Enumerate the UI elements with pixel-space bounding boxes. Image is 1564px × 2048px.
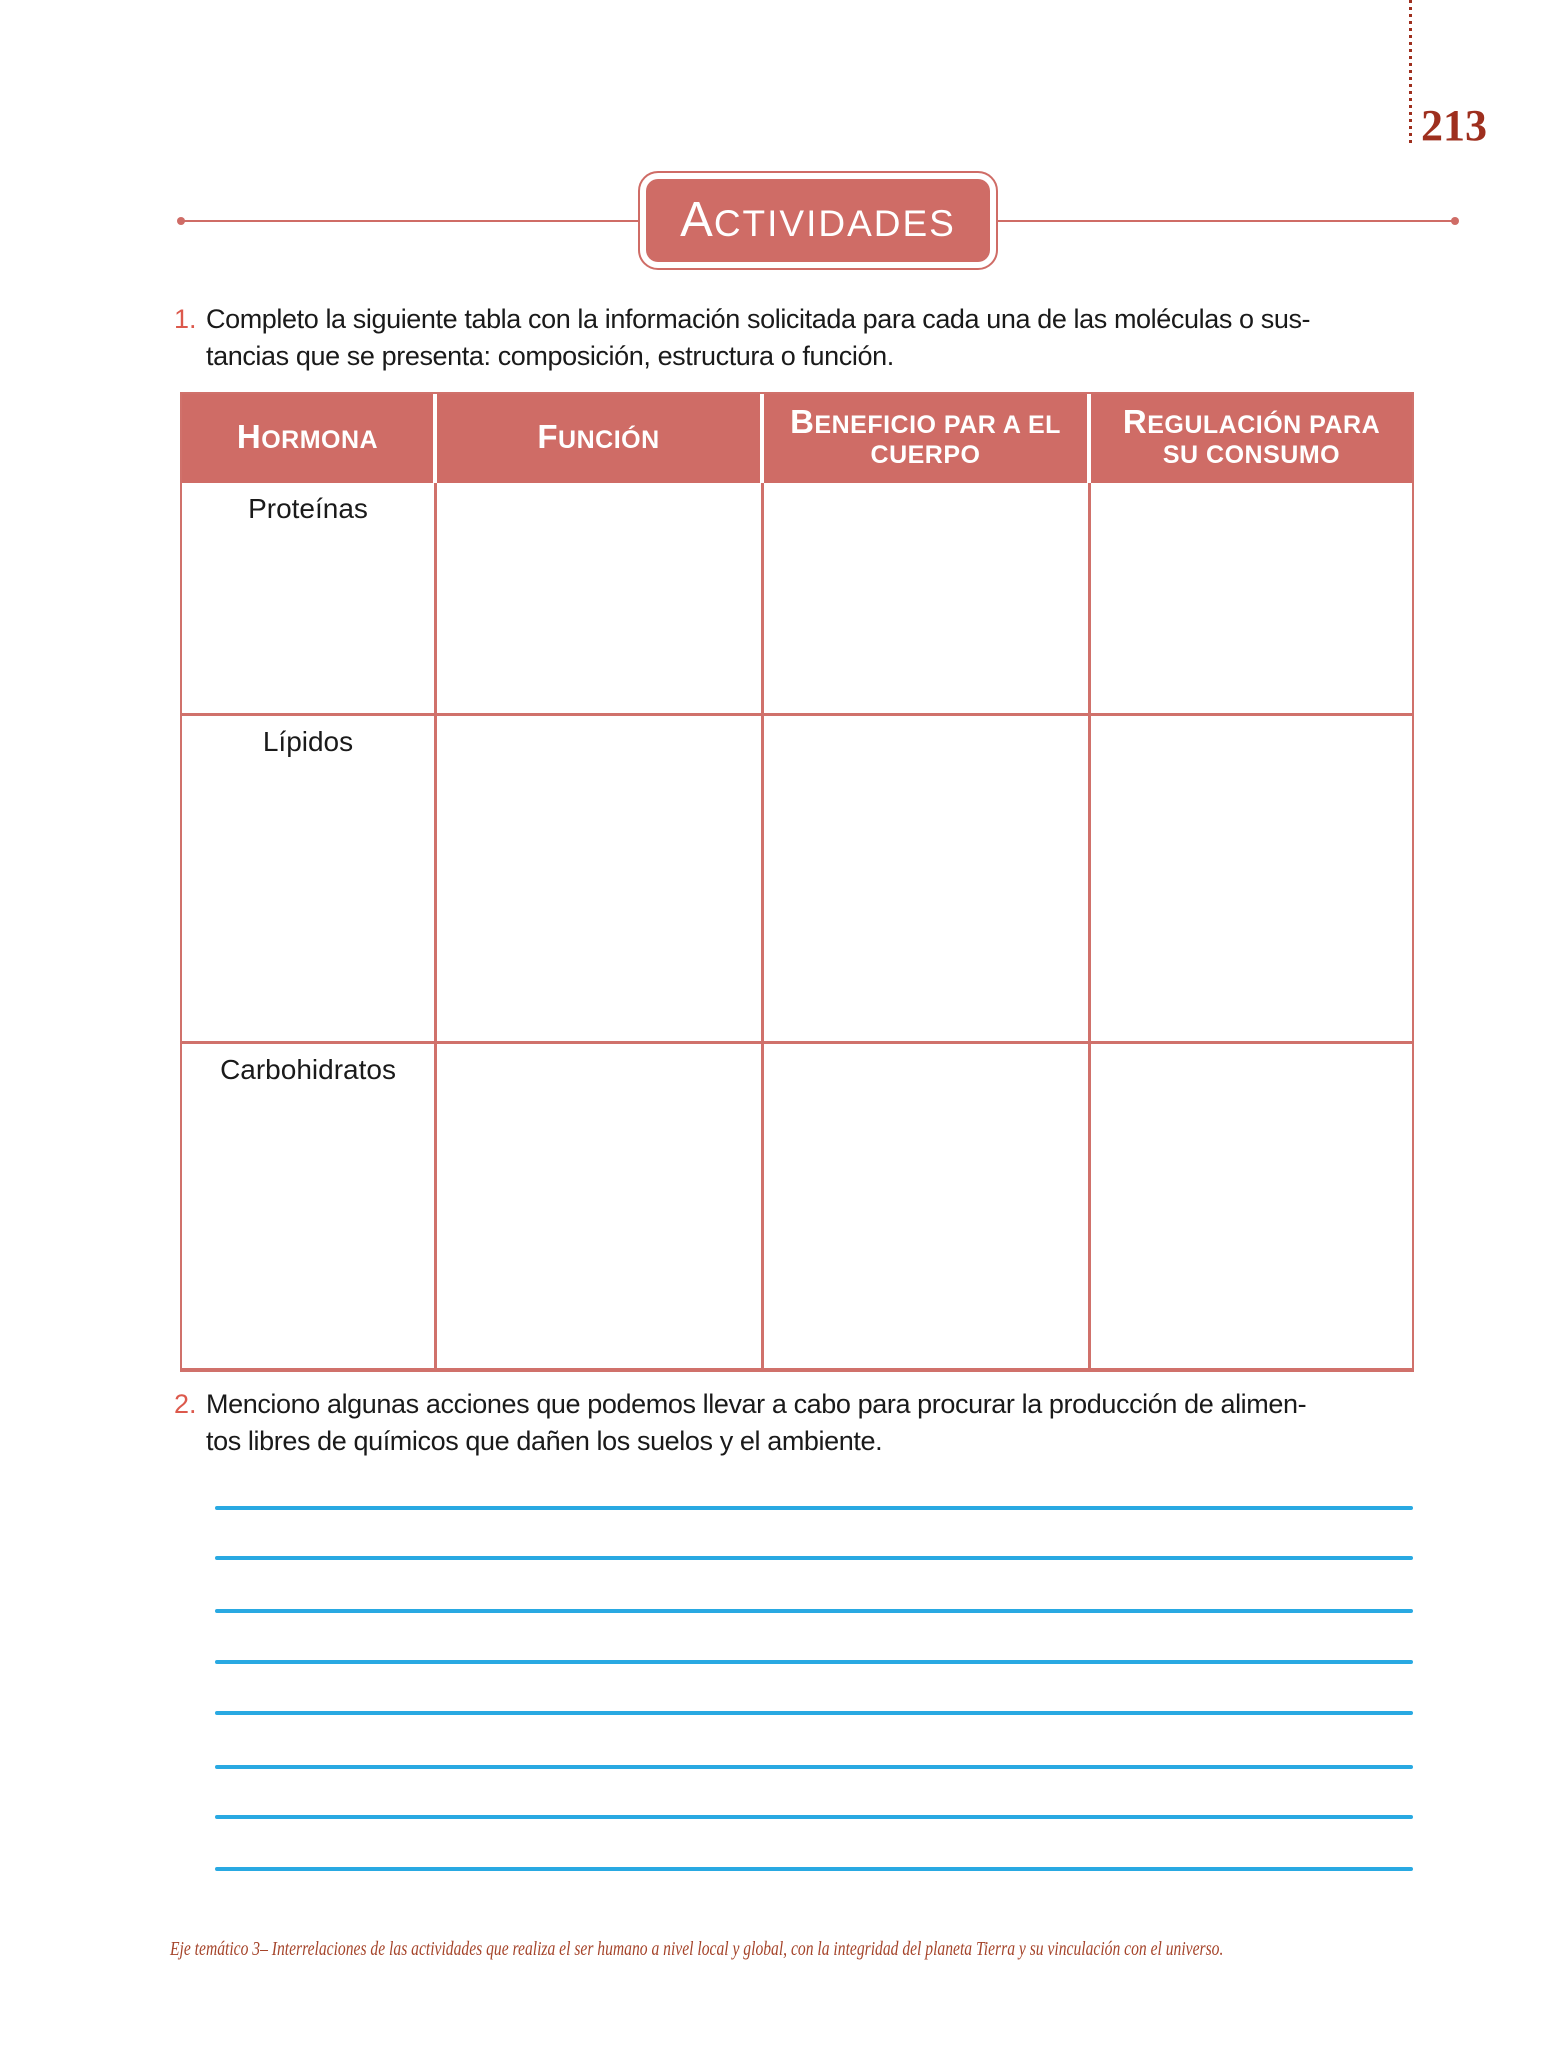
banner-title-rest: CTIVIDADES xyxy=(713,203,956,244)
header-hormona-initial: H xyxy=(236,418,262,455)
answer-line-8[interactable] xyxy=(215,1867,1413,1871)
row-label-lipidos: Lípidos xyxy=(262,726,354,757)
banner-title xyxy=(680,193,956,247)
activity-1-number: 1. xyxy=(174,304,197,334)
header-hormona-rest: ORMONA xyxy=(261,426,379,454)
table-header-beneficio xyxy=(764,394,1091,483)
answer-line-3[interactable] xyxy=(215,1609,1413,1613)
header-regulacion-line2: SU CONSUMO xyxy=(1162,441,1341,469)
activity-2 xyxy=(174,1386,1306,1460)
answer-line-6[interactable] xyxy=(215,1765,1413,1769)
molecules-table xyxy=(180,392,1414,1372)
answer-line-7[interactable] xyxy=(215,1815,1413,1819)
banner-title-initial: A xyxy=(680,193,714,247)
activities-banner xyxy=(638,171,998,270)
margin-dotted-line xyxy=(1409,0,1412,146)
cell-proteinas-funcion[interactable] xyxy=(437,483,764,713)
cell-lipidos-regulacion[interactable] xyxy=(1091,713,1412,1041)
row-label-cell-proteinas xyxy=(182,483,437,713)
page-number: 213 xyxy=(1421,101,1487,150)
cell-lipidos-beneficio[interactable] xyxy=(764,713,1091,1041)
activity-1-line-2: tancias que se presenta: composición, estructura o función. xyxy=(206,341,894,371)
header-beneficio-initial: B xyxy=(790,403,815,440)
table-header-funcion xyxy=(437,394,764,483)
activities-banner-inner xyxy=(646,179,990,262)
header-beneficio-line2: CUERPO xyxy=(870,441,981,469)
answer-line-1[interactable] xyxy=(215,1506,1413,1510)
cell-proteinas-beneficio[interactable] xyxy=(764,483,1091,713)
cell-carbohidratos-beneficio[interactable] xyxy=(764,1041,1091,1368)
answer-line-4[interactable] xyxy=(215,1660,1413,1664)
cell-lipidos-funcion[interactable] xyxy=(437,713,764,1041)
activity-2-text xyxy=(206,1386,1306,1460)
footer-text: Eje temático 3– Interrelaciones de las actividades que realiza el ser humano a nivel local y global, con la integridad del planeta Tierra y su vinculación con el universo. xyxy=(170,1938,1224,1960)
row-label-proteinas: Proteínas xyxy=(248,493,368,524)
header-regulacion-initial: R xyxy=(1122,403,1148,440)
divider-dot-right xyxy=(1451,217,1459,225)
activity-2-number: 2. xyxy=(174,1389,197,1419)
answer-line-2[interactable] xyxy=(215,1556,1413,1560)
header-funcion-initial: F xyxy=(537,418,559,455)
activity-2-line-1: Menciono algunas acciones que podemos llevar a cabo para procurar la producción de alimen- xyxy=(206,1389,1307,1419)
row-label-cell-lipidos xyxy=(182,713,437,1041)
row-label-carbohidratos: Carbohidratos xyxy=(220,1054,396,1085)
divider-dot-left xyxy=(177,217,185,225)
answer-line-5[interactable] xyxy=(215,1711,1413,1715)
header-funcion-rest: UNCIÓN xyxy=(558,426,660,454)
activity-1-text xyxy=(206,301,1310,375)
activity-1 xyxy=(174,301,1310,375)
cell-carbohidratos-regulacion[interactable] xyxy=(1091,1041,1412,1368)
table-header-hormona xyxy=(182,394,437,483)
cell-carbohidratos-funcion[interactable] xyxy=(437,1041,764,1368)
activity-1-line-1: Completo la siguiente tabla con la información solicitada para cada una de las moléculas o sus- xyxy=(206,304,1311,334)
header-beneficio-rest: ENEFICIO PAR A EL xyxy=(814,411,1061,439)
table-header-regulacion xyxy=(1091,394,1412,483)
header-regulacion-rest: EGULACIÓN PARA xyxy=(1147,411,1381,439)
activity-2-line-2: tos libres de químicos que dañen los suelos y el ambiente. xyxy=(206,1426,883,1456)
cell-proteinas-regulacion[interactable] xyxy=(1091,483,1412,713)
row-label-cell-carbohidratos xyxy=(182,1041,437,1368)
